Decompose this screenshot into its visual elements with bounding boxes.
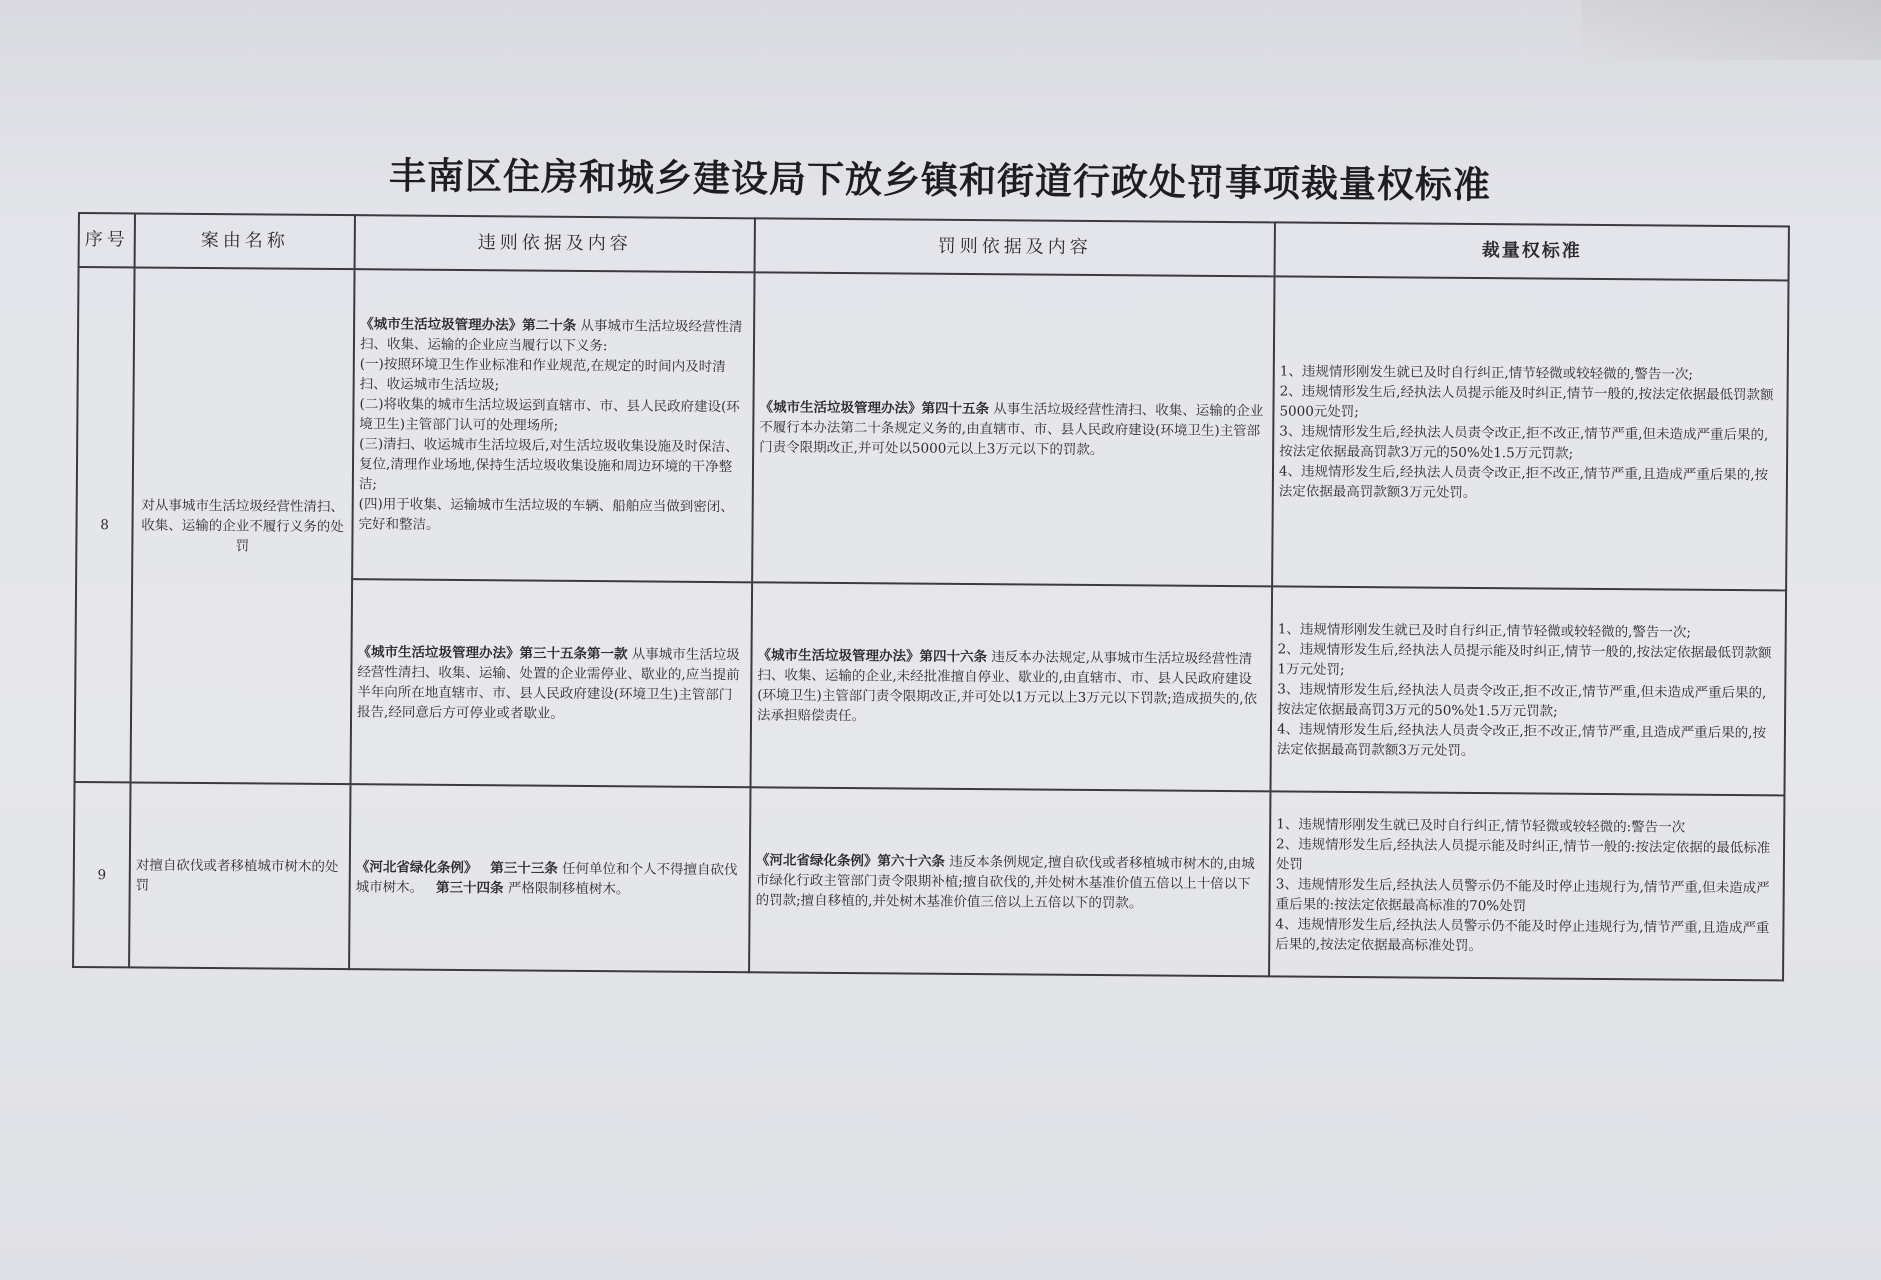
violation-article: 第三十三条 — [490, 859, 558, 877]
page-title: 丰南区住房和城乡建设局下放乡镇和街道行政处罚事项裁量权标准 — [388, 154, 1492, 207]
violation-text: 任何单位和个人不得擅自砍伐城市树木。 — [355, 860, 738, 896]
penalty-text: 从事生活垃圾经营性清扫、收集、运输的企业不履行本办法第二十条规定义务的,由直辖市、市、县人民政府建设(环境卫生)主管部门责令限期改正,并可处以5000元以上3万元以下的罚款。 — [759, 401, 1264, 459]
violation-text: 严格限制移植树木。 — [507, 879, 630, 897]
case-name: 对从事城市生活垃圾经营性清扫、收集、运输的企业不履行义务的处罚 — [131, 267, 355, 784]
penalty-cell — [749, 787, 1270, 976]
violation-item: (三)清扫、收运城市生活垃圾后,对生活垃圾收集设施及时保洁、复位,清理作业场地,保持生活垃圾收集设施和周边环境的干净整洁; — [358, 436, 739, 493]
standard-item: 4、违规情形发生后,经执法人员警示仍不能及时停止违规行为,情节严重,且造成严重后果的,按法定依据最高标准处罚。 — [1275, 915, 1770, 954]
header-penalty: 罚则依据及内容 — [755, 218, 1275, 276]
violation-item: (一)按照环境卫生作业标准和作业规范,在规定的时间内及时清扫、收运城市生活垃圾; — [359, 356, 726, 394]
standard-item: 2、违规情形发生后,经执法人员提示能及时纠正,情节一般的,按法定依据最低罚款额1万元处罚; — [1277, 640, 1772, 678]
violation-text: 从事城市生活垃圾经营性清扫、收集、运输、处置的企业需停业、歇业的,应当提前半年向所在地直辖市、市、县人民政府建设(环境卫生)主管部门报告,经同意后方可停业或者歇业。 — [357, 645, 740, 722]
page-shadow — [1581, 0, 1881, 60]
table-row — [76, 267, 1788, 590]
violation-law: 《城市生活垃圾管理办法》第二十条 — [360, 316, 577, 334]
header-standard: 裁量权标准 — [1275, 222, 1789, 280]
penalty-text: 违反本条例规定,擅自砍伐或者移植城市树木的,由城市绿化行政主管部门责令限期补植;擅自砍伐的,并处树木基准价值五倍以上十倍以下的罚款;擅自移植的,并处树木基准价值三倍以上五倍以下的罚款。 — [755, 853, 1255, 911]
standard-item: 2、违规情形发生后,经执法人员提示能及时纠正,情节一般的:按法定依据的最低标准处罚 — [1275, 835, 1771, 873]
penalty-law: 《城市生活垃圾管理办法》第四十六条 — [757, 646, 988, 665]
standard-item: 3、违规情形发生后,经执法人员责令改正,拒不改正,情节严重,但未造成严重后果的,按法定依据最高罚3万元的50%处1.5万元罚款; — [1277, 680, 1767, 720]
penalty-text: 违反本办法规定,从事城市生活垃圾经营性清扫、收集、运输的企业,未经批准擅自停业、歇业的,由直辖市、市、县人民政府建设(环境卫生)主管部门责令限期改正,并可处以1万元以上3万元以下罚款;造成损失的,依法承担赔偿责任。 — [757, 648, 1258, 724]
row-number: 8 — [75, 267, 135, 782]
penalty-law: 《河北省绿化条例》第六十六条 — [755, 851, 945, 870]
penalty-cell — [751, 582, 1273, 791]
standard-item: 3、违规情形发生后,经执法人员警示仍不能及时停止违规行为,情节严重,但未造成严重后果的:按法定依据最高标准的70%处罚 — [1275, 875, 1770, 914]
violation-item: (四)用于收集、运输城市生活垃圾的车辆、船舶应当做到密闭、完好和整洁。 — [358, 496, 734, 533]
header-case: 案由名称 — [135, 213, 355, 269]
standard-item: 4、违规情形发生后,经执法人员责令改正,拒不改正,情节严重,且造成严重后果的,按法定依据最高罚款额3万元处罚。 — [1276, 720, 1767, 759]
header-no: 序号 — [79, 213, 135, 267]
standard-item: 2、违规情形发生后,经执法人员提示能及时纠正,情节一般的,按法定依据最低罚款额5000元处罚; — [1279, 383, 1774, 421]
violation-cell — [349, 784, 750, 972]
standard-cell — [1272, 276, 1788, 590]
row-number: 9 — [73, 782, 130, 967]
standard-item: 1、违规情形刚发生就已及时自行纠正,情节轻微或较轻微的,警告一次; — [1277, 620, 1692, 641]
violation-cell — [352, 269, 754, 582]
header-violation: 违则依据及内容 — [355, 215, 755, 272]
table-row — [73, 782, 1784, 980]
standard-item: 4、违规情形发生后,经执法人员责令改正,拒不改正,情节严重,且造成严重后果的,按法定依据最高罚款额3万元处罚。 — [1278, 463, 1769, 501]
violation-item: (二)将收集的城市生活垃圾运到直辖市、市、县人民政府建设(环境卫生)主管部门认可的处理场所; — [359, 396, 740, 434]
standard-item: 3、违规情形发生后,经执法人员责令改正,拒不改正,情节严重,但未造成严重后果的,按法定依据最高罚款3万元的50%处1.5万元罚款; — [1279, 423, 1769, 462]
violation-text: 从事城市生活垃圾经营性清扫、收集、运输的企业应当履行以下义务: — [359, 317, 743, 355]
penalty-cell — [752, 272, 1274, 586]
violation-law: 《河北省绿化条例》 — [355, 858, 478, 876]
standard-cell — [1270, 586, 1786, 795]
violation-law: 《城市生活垃圾管理办法》第三十五条第一款 — [357, 643, 628, 662]
standard-item: 1、违规情形刚发生就已及时自行纠正,情节轻微或较轻微的,警告一次; — [1279, 363, 1694, 383]
violation-cell — [351, 579, 753, 787]
standard-cell — [1269, 791, 1784, 980]
standard-item: 1、违规情形刚发生就已及时自行纠正,情节轻微或较轻微的:警告一次 — [1276, 815, 1686, 836]
discretion-table — [72, 212, 1790, 981]
penalty-law: 《城市生活垃圾管理办法》第四十五条 — [759, 399, 990, 418]
violation-article: 第三十四条 — [436, 879, 504, 896]
case-name: 对擅自砍伐或者移植城市树木的处罚 — [129, 782, 350, 969]
